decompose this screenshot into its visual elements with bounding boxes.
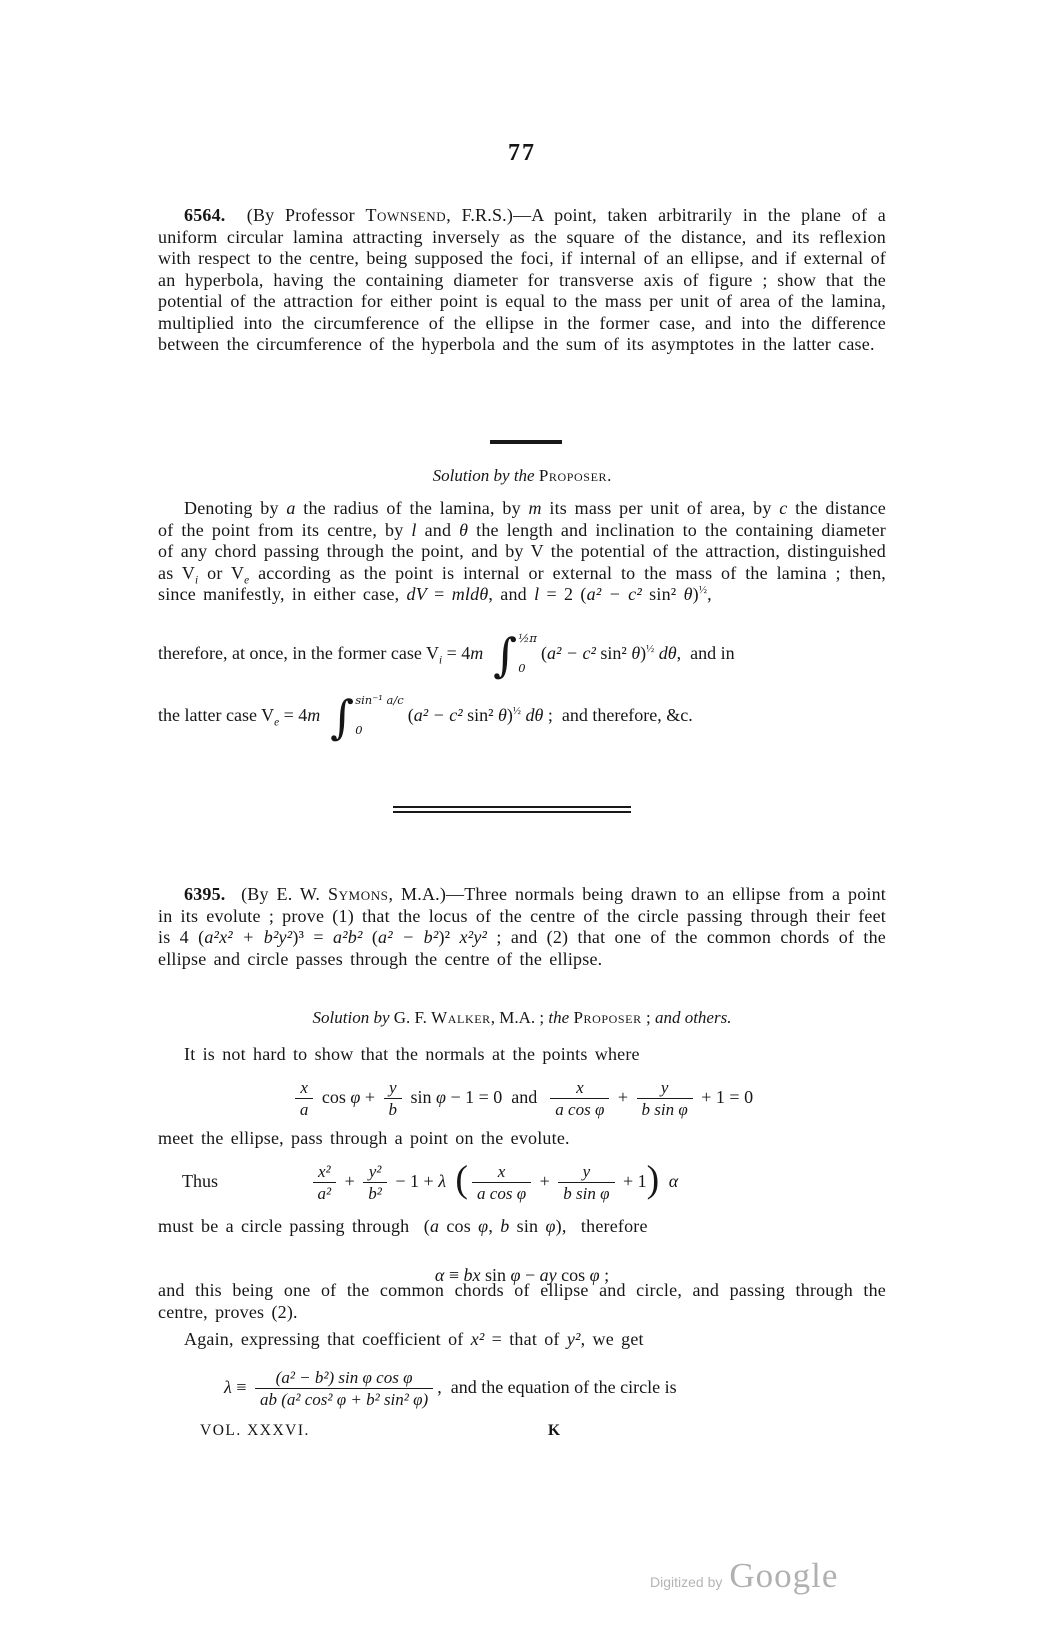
text-segment: l	[411, 519, 417, 540]
page-footer	[158, 1422, 886, 1442]
text-segment: and this being one of the common chords of ellipse and circle, and passing through the centre, proves (2).	[158, 1280, 886, 1322]
text-segment: =	[426, 584, 452, 604]
fraction-numerator: x	[472, 1162, 531, 1183]
text-segment: Proposer	[573, 1008, 642, 1027]
text-segment: , and the equation of the circle is	[437, 1377, 677, 1397]
text-segment: (By E. W.	[225, 884, 328, 904]
text-segment: , M.A.)—Three normals being drawn to an ellipse from a point in its evolute ; prove (1) that the locus of the centre of the circle passing through their feet is 4 (	[158, 884, 886, 947]
text-segment: , M.A. ;	[490, 1008, 549, 1027]
text-segment: the	[548, 1008, 574, 1027]
text-segment: meet the ellipse, pass through a point on the evolute.	[158, 1128, 570, 1148]
fraction-numerator: y	[558, 1162, 614, 1183]
text-segment: + 1 = 0	[696, 1087, 754, 1107]
text-segment: a²b²	[332, 927, 363, 947]
text-segment: a² − c²	[413, 705, 463, 725]
fraction-denominator: b²	[368, 1184, 382, 1204]
text-segment: .	[607, 466, 612, 485]
fraction-denominator: a cos φ	[555, 1100, 605, 1120]
fraction	[295, 1078, 314, 1119]
text-segment: Walker	[431, 1008, 491, 1027]
text-segment: e	[244, 574, 250, 587]
solution-6564-paragraph	[158, 498, 886, 606]
text-segment: Symons	[327, 884, 389, 904]
text-segment: and others.	[654, 1008, 732, 1027]
text-segment: −	[520, 1265, 540, 1285]
text-segment: φ	[589, 1265, 600, 1285]
text-segment: α	[434, 1265, 445, 1285]
line-must-be-circle	[158, 1216, 886, 1238]
text-segment: m	[528, 498, 542, 518]
text-segment: cos	[317, 1087, 351, 1107]
text-segment: b	[500, 1216, 510, 1236]
integral-sign: ∫	[493, 627, 518, 682]
formula-lambda	[158, 1354, 886, 1420]
integral-upper-limit: ½π	[518, 630, 537, 645]
text-segment: ½	[512, 705, 521, 717]
integral-limits	[355, 694, 404, 740]
text-segment: Solution by	[312, 1008, 394, 1027]
integral-upper-limit: sin⁻¹ a/c	[355, 692, 404, 707]
text-segment: Denoting by	[184, 498, 287, 518]
text-segment: or V	[198, 562, 245, 583]
text-segment: e	[274, 716, 280, 729]
text-segment: ½	[698, 584, 708, 596]
text-segment: + 1	[618, 1171, 647, 1191]
text-segment: (	[362, 927, 379, 947]
text-segment: the length and inclination to the containing diameter of any chord passing through the point, and by V the potential of the attraction, distinguished as V	[158, 519, 886, 583]
text-segment: a² − c²	[586, 584, 642, 604]
text-segment: , and in	[676, 643, 735, 663]
section-rule	[490, 440, 562, 444]
solution-6395-title	[158, 1008, 886, 1028]
text-segment: φ	[510, 1265, 521, 1285]
text-segment: θ	[631, 643, 641, 663]
text-segment: φ	[545, 1216, 556, 1236]
thus-label: Thus	[182, 1171, 218, 1191]
text-segment: ≡	[231, 1377, 251, 1397]
text-segment: Solution by the	[432, 466, 539, 485]
text-segment: )	[692, 584, 699, 604]
text-segment: ;	[641, 1008, 655, 1027]
formula-normals	[158, 1070, 886, 1128]
formula-internal-potential	[158, 626, 886, 684]
fraction-denominator: a cos φ	[477, 1184, 527, 1204]
google-logo: Google	[729, 1556, 839, 1595]
fraction-denominator: a²	[317, 1184, 332, 1204]
text-segment: sin	[480, 1265, 511, 1285]
text-segment: ; and therefore, &c.	[543, 705, 693, 725]
text-segment: Again, expressing that coefficient of	[184, 1329, 471, 1349]
text-segment: cos	[439, 1216, 479, 1236]
text-segment: = 2 (	[539, 584, 587, 604]
text-segment: dθ	[525, 705, 544, 725]
text-segment: the radius of the lamina, by	[295, 498, 529, 518]
text-segment: )	[506, 705, 513, 725]
text-segment: sin	[509, 1216, 546, 1236]
fraction-denominator: b sin φ	[563, 1184, 610, 1204]
fraction	[472, 1162, 531, 1203]
fraction-numerator: x	[295, 1078, 314, 1099]
text-segment: a² − b²	[378, 927, 439, 947]
fraction	[384, 1078, 403, 1119]
line-again-coefficient	[158, 1329, 886, 1351]
text-segment: α	[668, 1171, 679, 1191]
text-segment: l	[534, 584, 540, 604]
text-segment: (	[445, 1158, 469, 1201]
text-segment: i	[439, 654, 443, 667]
signature-mark: K	[548, 1422, 561, 1439]
text-segment: 6564.	[184, 205, 226, 225]
text-segment: )²	[438, 927, 460, 947]
article-separator-rule	[393, 806, 631, 813]
text-segment: dθ	[658, 643, 677, 663]
text-segment: m	[470, 643, 484, 663]
volume-label: VOL. XXXVI.	[200, 1422, 310, 1439]
text-segment: Townsend	[365, 205, 447, 225]
text-segment: cos	[556, 1265, 590, 1285]
problem-6395-text	[158, 884, 886, 970]
fraction-denominator: a	[299, 1100, 309, 1120]
text-segment: a² − c²	[546, 643, 596, 663]
solution-6564-title	[158, 466, 886, 486]
fraction	[637, 1078, 693, 1119]
fraction-denominator: b	[388, 1100, 398, 1120]
fraction	[363, 1162, 387, 1203]
page-number: 77	[508, 140, 536, 166]
watermark-text: Digitized by	[650, 1574, 723, 1590]
text-segment: ,	[488, 1216, 501, 1236]
text-segment: ½	[646, 643, 655, 655]
text-segment: ;	[599, 1265, 610, 1285]
text-segment: mldθ	[451, 584, 489, 604]
text-segment: = that of	[484, 1329, 567, 1349]
text-segment: = 4	[279, 705, 308, 725]
text-segment: φ	[350, 1087, 361, 1107]
text-segment: +	[360, 1087, 380, 1107]
fraction-numerator: (a² − b²) sin φ cos φ	[255, 1368, 433, 1389]
integral-limits	[518, 632, 537, 678]
text-segment: G. F.	[393, 1008, 432, 1027]
integral	[493, 627, 537, 682]
text-segment: (By Professor	[225, 205, 366, 225]
fraction-numerator: x	[550, 1078, 609, 1099]
fraction-numerator: x²	[313, 1162, 337, 1183]
integral-lower-limit: 0	[355, 723, 363, 738]
text-segment: sin²	[595, 643, 632, 663]
para-common-chords	[158, 1280, 886, 1323]
text-segment: , F.R.S.)—A point, taken arbitrarily in the plane of a uniform circular lamina attracting inversely as the square of the distance, and its reflexion with respect to the centre, being supposed the foci, if internal of an ellipse, and if external of an hyperbola, having the containing diameter for transverse axis of figure ; show that the potential of the attraction for either point is equal to the mass per unit of area of the lamina, multiplied into the circumference of the ellipse in the former case, and into the difference between the circumference of the hyperbola and the sum of its asymptotes in the latter case.	[158, 205, 886, 354]
text-segment: θ	[459, 519, 469, 540]
fraction	[558, 1162, 614, 1203]
text-segment: ay	[539, 1265, 557, 1285]
text-segment: (	[407, 705, 414, 725]
text-segment: bx	[463, 1265, 481, 1285]
text-segment: m	[307, 705, 321, 725]
text-segment: a²x² + b²y²	[204, 927, 293, 947]
fraction-denominator: ab (a² cos² φ + b² sin² φ)	[259, 1390, 429, 1410]
text-segment: dV	[406, 584, 427, 604]
text-segment: the latter case V	[158, 705, 275, 725]
text-segment: +	[613, 1087, 633, 1107]
text-segment: , we get	[580, 1329, 644, 1349]
text-segment: θ	[498, 705, 507, 725]
text-segment: φ	[436, 1087, 446, 1107]
integral-lower-limit: 0	[518, 661, 526, 676]
watermark	[650, 1556, 838, 1596]
formula-thus	[309, 1158, 679, 1204]
text-segment: therefore, at once, in the former case V	[158, 643, 440, 663]
text-segment: φ	[478, 1216, 489, 1236]
text-segment: , and	[488, 584, 535, 604]
text-segment: x²y²	[459, 927, 488, 947]
text-segment: λ	[224, 1377, 232, 1397]
formula-thus-row	[158, 1154, 886, 1212]
text-segment: a	[429, 1216, 440, 1236]
text-segment: its mass per unit of area, by	[541, 498, 780, 518]
integral-sign: ∫	[330, 689, 355, 744]
text-segment: 6395.	[184, 884, 226, 904]
text-segment: λ	[438, 1171, 446, 1191]
fraction	[550, 1078, 609, 1119]
text-segment: y²	[566, 1329, 581, 1349]
text-segment: i	[195, 574, 199, 587]
text-segment: )	[640, 643, 647, 663]
problem-6564-text	[158, 205, 886, 356]
formula-external-potential	[158, 688, 886, 750]
text-segment: (	[540, 643, 547, 663]
text-segment: It is not hard to show that the normals at the points where	[184, 1044, 640, 1064]
text-segment: sin²	[641, 584, 684, 604]
integral	[330, 689, 404, 744]
text-segment: = 4	[442, 643, 471, 663]
solution-6395-intro	[158, 1044, 886, 1066]
fraction-numerator: y	[384, 1078, 403, 1099]
text-segment: − 1 = 0 and	[446, 1087, 547, 1107]
text-segment: +	[340, 1171, 360, 1191]
text-segment: a	[286, 498, 296, 518]
fraction-numerator: y	[637, 1078, 693, 1099]
fraction	[255, 1368, 433, 1409]
fraction	[313, 1162, 337, 1203]
text-segment: must be a circle passing through (	[158, 1216, 430, 1236]
text-segment: )	[646, 1158, 669, 1201]
text-segment: sin	[406, 1087, 437, 1107]
text-segment: ,	[707, 584, 712, 604]
line-meet-ellipse	[158, 1128, 886, 1150]
text-segment: c	[779, 498, 788, 518]
text-segment: the distance of the point from its centre, by	[158, 498, 886, 540]
text-segment: sin²	[462, 705, 499, 725]
text-segment: ≡	[444, 1265, 464, 1285]
text-segment: ), therefore	[555, 1216, 648, 1236]
text-segment: ; and (2) that one of the common chords of the ellipse and circle passes through the centre of the ellipse.	[158, 927, 886, 969]
fraction-numerator: y²	[363, 1162, 387, 1183]
text-segment: according as the point is internal or external to the mass of the lamina ; then, since manifestly, in either case,	[158, 562, 886, 604]
text-segment: − 1 +	[390, 1171, 439, 1191]
text-segment: and	[416, 519, 460, 540]
fraction-denominator: b sin φ	[641, 1100, 688, 1120]
text-segment: +	[535, 1171, 555, 1191]
text-segment: x²	[470, 1329, 485, 1349]
text-segment: Proposer	[538, 466, 608, 485]
text-segment: θ	[683, 584, 693, 604]
text-segment: )³ =	[292, 927, 333, 947]
